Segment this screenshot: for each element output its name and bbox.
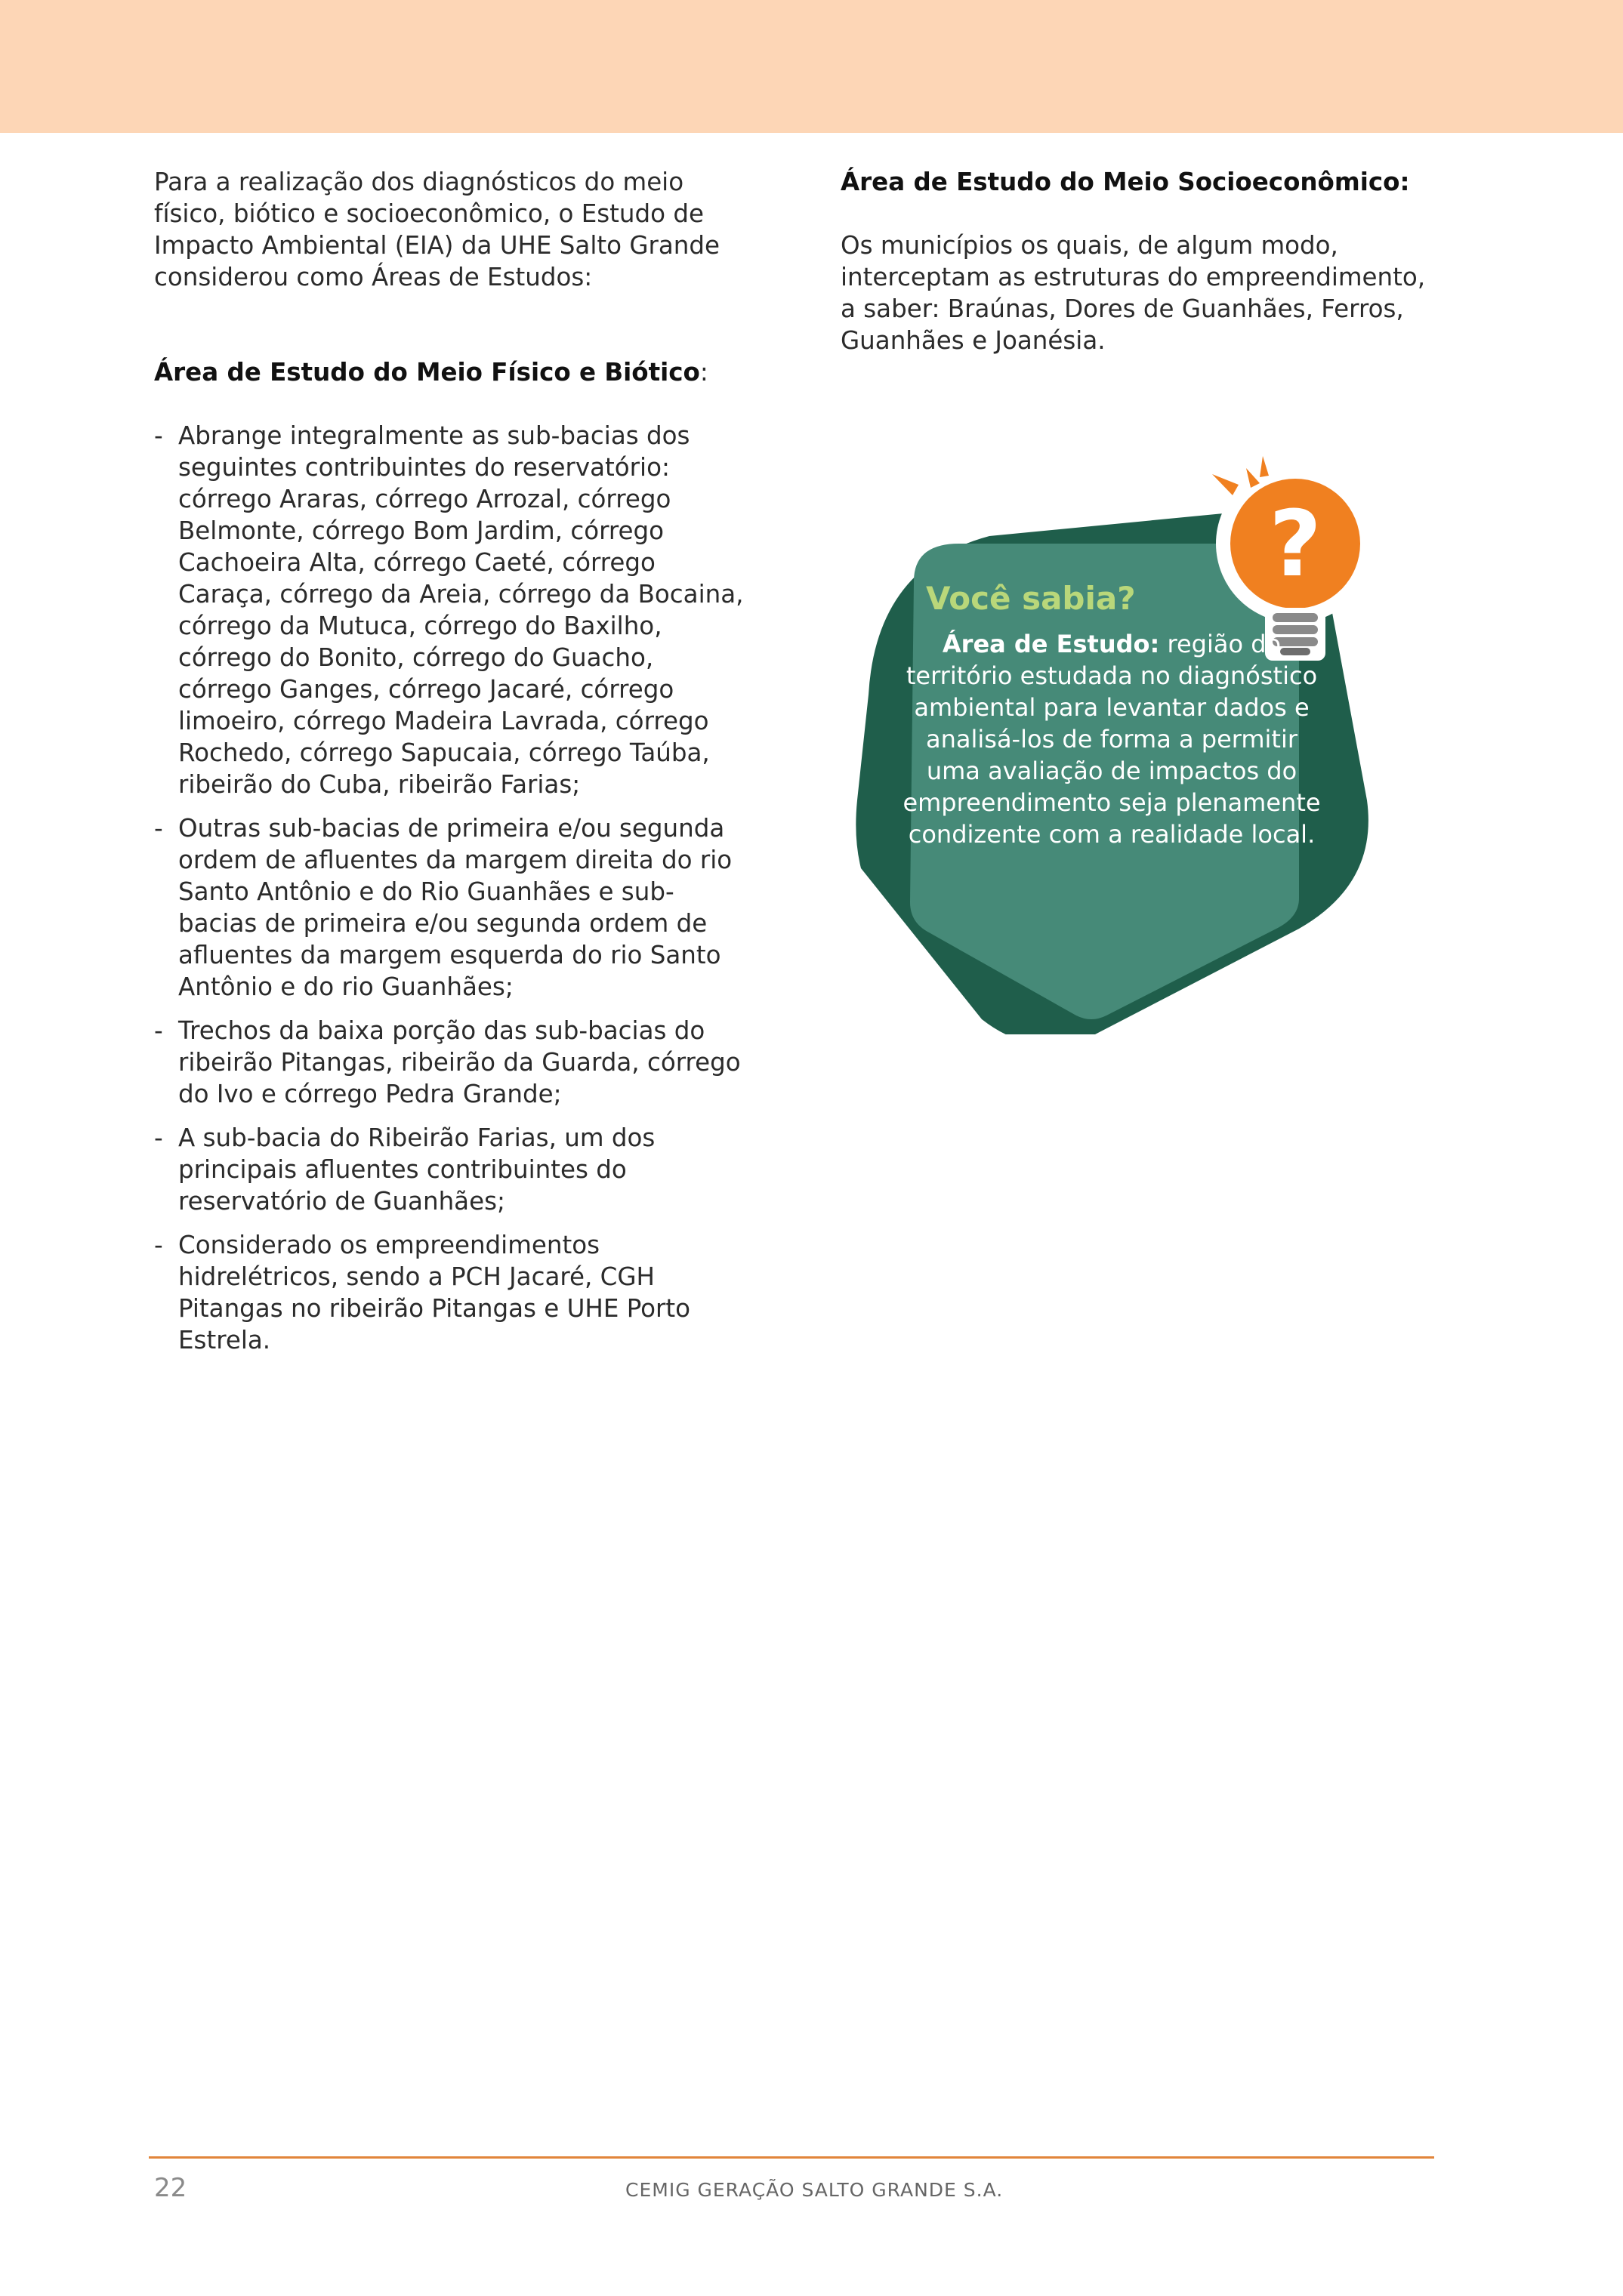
footer-company-name: CEMIG GERAÇÃO SALTO GRANDE S.A. bbox=[625, 2179, 1004, 2201]
header-band bbox=[0, 0, 1623, 133]
study-area-list bbox=[154, 420, 751, 1356]
bullet-dash: - bbox=[154, 1231, 163, 1259]
callout-text bbox=[900, 628, 1323, 850]
page-number: 22 bbox=[154, 2173, 187, 2203]
list-item bbox=[154, 1229, 751, 1356]
voce-sabia-callout bbox=[846, 445, 1405, 1034]
list-item-text: Outras sub-bacias de primeira e/ou segunda ordem de afluentes da margem direita do rio Santo Antônio e do Rio Guanhães e sub-bacias de primeira e/ou segunda ordem de afluentes da margem esquerda do rio Santo Antônio e do rio Guanhães; bbox=[178, 814, 733, 1001]
bullet-dash: - bbox=[154, 421, 163, 450]
list-item bbox=[154, 812, 751, 1003]
bullet-dash: - bbox=[154, 814, 163, 843]
list-item bbox=[154, 1122, 751, 1217]
list-item bbox=[154, 1015, 751, 1110]
right-column bbox=[841, 166, 1445, 356]
physical-biotic-heading-text: Área de Estudo do Meio Físico e Biótico bbox=[154, 358, 700, 387]
intro-paragraph: Para a realização dos diagnósticos do meio físico, biótico e socioeconômico, o Estudo de Impacto Ambiental (EIA) da UHE Salto Grande considerou como Áreas de Estudos: bbox=[154, 168, 720, 291]
bullet-dash: - bbox=[154, 1123, 163, 1152]
list-item-text: Considerado os empreendimentos hidrelétricos, sendo a PCH Jacaré, CGH Pitangas no ribeirão Pitangas e UHE Porto Estrela. bbox=[178, 1231, 691, 1354]
list-item-text: Abrange integralmente as sub-bacias dos seguintes contribuintes do reservatório: córrego Araras, córrego Arrozal, córrego Belmonte, córrego Bom Jardim, córrego Cachoeira Alta, córrego Caeté, córrego Caraça, córrego da Areia, córrego da Bocaina, córrego da Mutuca, córrego do Baxilho, córrego do Bonito, córrego do Guacho, córrego Ganges, córrego Jacaré, córrego limoeiro, córrego Madeira Lavrada, córrego Rochedo, córrego Sapucaia, córrego Taúba, ribeirão do Cuba, ribeirão Farias; bbox=[178, 421, 744, 799]
callout-term: Área de Estudo: bbox=[942, 630, 1160, 658]
callout-definition: região do território estudada no diagnóstico ambiental para levantar dados e analisá-los de forma a permitir uma avaliação de impactos do empreendimento seja plenamente condizente com a realidade local. bbox=[903, 630, 1321, 849]
socioeconomic-heading: Área de Estudo do Meio Socioeconômico: bbox=[841, 168, 1410, 196]
list-item-text: A sub-bacia do Ribeirão Farias, um dos principais afluentes contribuintes do reservatório de Guanhães; bbox=[178, 1123, 656, 1216]
list-item bbox=[154, 420, 751, 800]
socioeconomic-paragraph: Os municípios os quais, de algum modo, interceptam as estruturas do empreendimento, a saber: Braúnas, Dores de Guanhães, Ferros, Guanhães e Joanésia. bbox=[841, 231, 1426, 355]
left-column bbox=[154, 166, 751, 1368]
physical-biotic-heading-colon: : bbox=[699, 358, 708, 387]
question-mark-icon: ? bbox=[1269, 492, 1322, 597]
bullet-dash: - bbox=[154, 1016, 163, 1045]
physical-biotic-heading bbox=[154, 356, 751, 388]
callout-title: Você sabia? bbox=[926, 580, 1136, 617]
footer-divider bbox=[149, 2156, 1434, 2159]
list-item-text: Trechos da baixa porção das sub-bacias do ribeirão Pitangas, ribeirão da Guarda, córrego do Ivo e córrego Pedra Grande; bbox=[178, 1016, 741, 1108]
